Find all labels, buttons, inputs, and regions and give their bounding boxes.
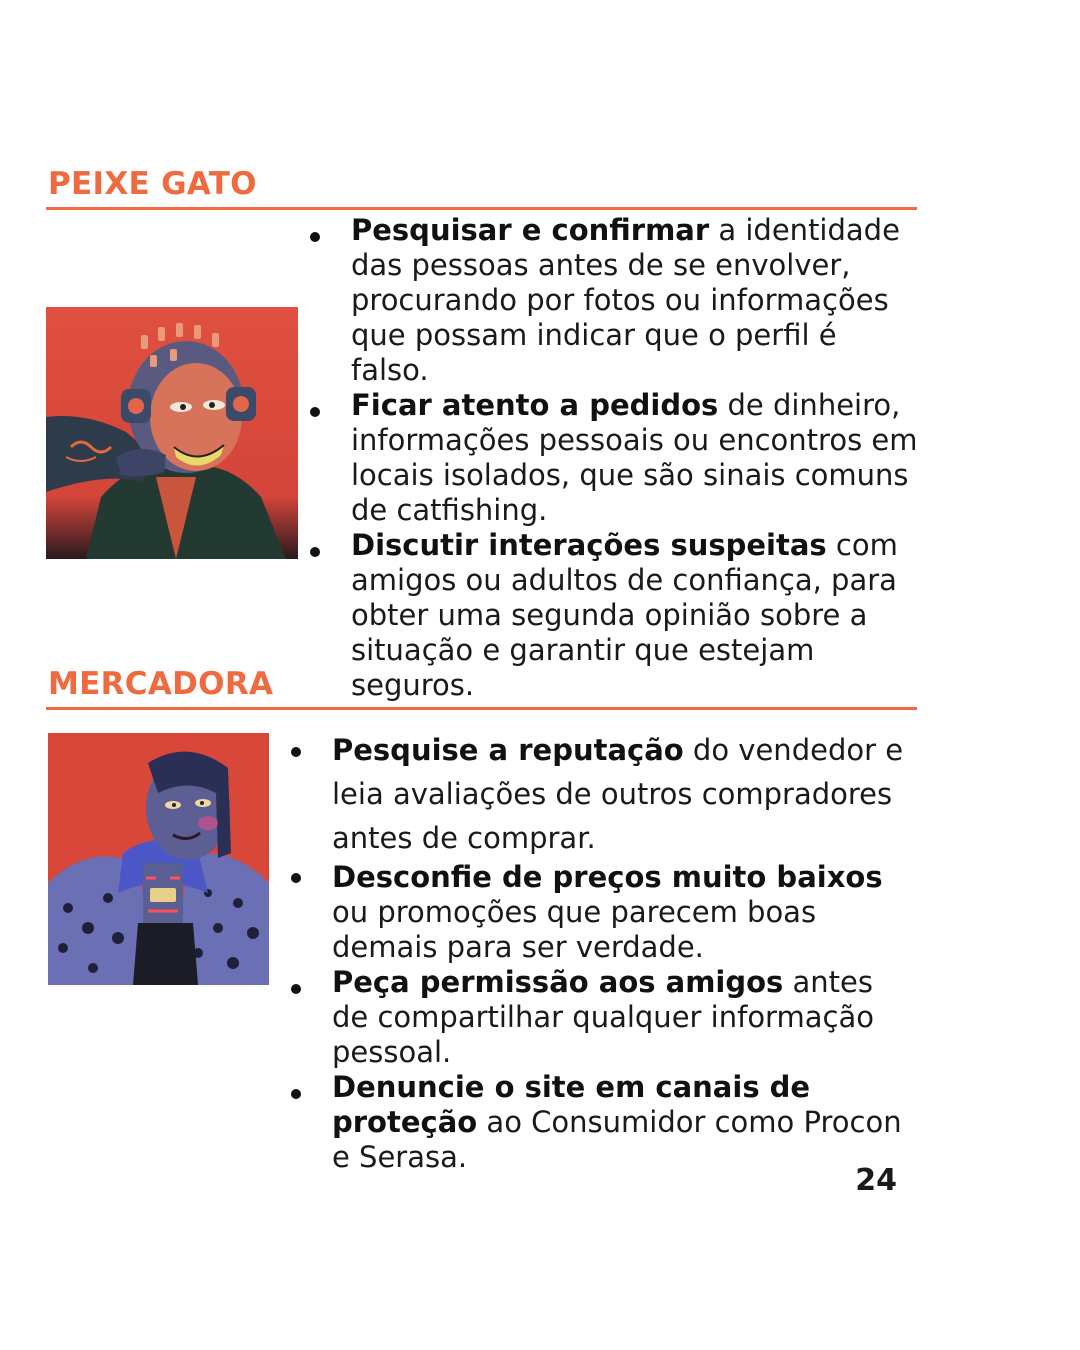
tip-highlight: Pesquisar e confirmar [351,213,710,247]
section-title-peixe-gato: PEIXE GATO [48,166,257,202]
catfish-portrait-image [46,307,298,559]
bullet-icon [310,407,320,417]
tip-text: com amigos ou adultos de confiança, para obter uma segunda opinião sobre a situação e garantir que estejam seguros. [351,528,898,702]
tip-text: do vendedor e leia avaliações de outros compradores antes de comprar. [332,733,904,855]
tip-text: ao Consumidor como Procon e Serasa. [332,1105,902,1174]
tip-text: de dinheiro, informações pessoais ou encontros em locais isolados, que são sinais comuns de catfishing. [351,388,918,527]
page-number: 24 [855,1163,897,1198]
bullet-icon [291,1089,301,1099]
bullet-icon [291,747,301,757]
tip-text: antes de compartilhar qualquer informação pessoal. [332,965,874,1069]
tip-highlight: Discutir interações suspeitas [351,528,827,562]
tip-highlight: Pesquise a reputação [332,733,684,767]
tip-highlight: Desconfie de preços muito baixos [332,860,883,894]
bullet-icon [310,232,320,242]
section-divider [46,707,917,710]
section-divider [46,207,917,210]
list-item [332,860,912,965]
merchant-tips-list [332,728,912,1175]
bullet-icon [291,873,301,883]
bullet-icon [291,984,301,994]
section-title-mercadora: MERCADORA [48,666,274,702]
tip-highlight: Peça permissão aos amigos [332,965,784,999]
bullet-icon [310,547,320,557]
list-item [351,528,921,703]
merchant-portrait-image [48,733,269,985]
tip-text: ou promoções que parecem boas demais para ser verdade. [332,895,817,964]
tip-text: a identidade das pessoas antes de se envolver, procurando por fotos ou informações que possam indicar que o perfil é falso. [351,213,900,387]
tip-highlight: Ficar atento a pedidos [351,388,719,422]
list-item [332,728,912,860]
list-item [332,1070,912,1175]
list-item [332,965,912,1070]
list-item [351,213,921,388]
catfish-tips-list [351,213,921,703]
list-item [351,388,921,528]
tip-highlight: Denuncie o site em canais de proteção [332,1070,811,1139]
